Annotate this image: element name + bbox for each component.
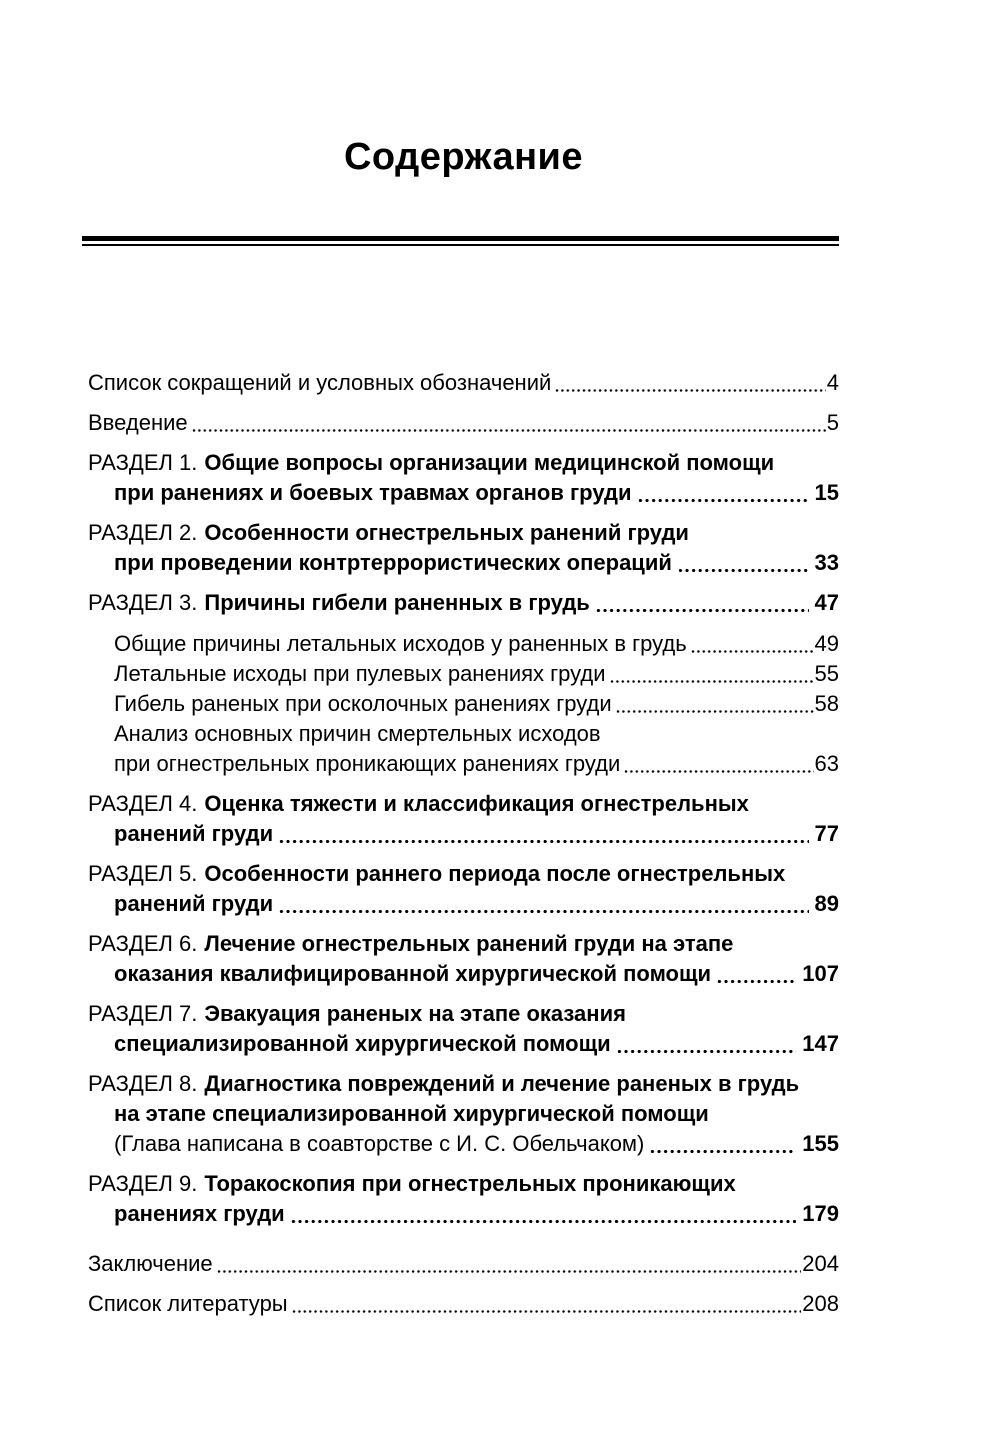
section-number: РАЗДЕЛ 6. xyxy=(88,931,198,956)
toc-entry-section-8 xyxy=(88,1069,839,1159)
toc-line xyxy=(88,1289,839,1319)
toc-entry-section-6 xyxy=(88,929,839,989)
page-number: 147 xyxy=(802,1031,839,1056)
entry-title: Летальные исходы при пулевых ранениях груди xyxy=(114,661,606,686)
section-number: РАЗДЕЛ 4. xyxy=(88,791,198,816)
dot-leader xyxy=(650,1148,796,1155)
dot-leader xyxy=(596,607,809,614)
toc-entry-section-1 xyxy=(88,448,839,508)
entry-title: Особенности раннего периода после огнестрельных xyxy=(204,861,786,886)
page-number: 4 xyxy=(826,370,839,395)
page-number: 49 xyxy=(814,631,839,656)
entry-title-continued: при проведении контртеррористических операций xyxy=(114,550,672,575)
toc-line xyxy=(88,859,839,889)
entry-title-continued: при ранениях и боевых травмах органов груди xyxy=(114,480,632,505)
toc-line xyxy=(88,959,839,989)
toc-line xyxy=(114,689,839,719)
toc-entry-section-2 xyxy=(88,518,839,578)
toc-line xyxy=(114,719,839,749)
toc-line xyxy=(88,588,839,618)
page-number: 179 xyxy=(802,1201,839,1226)
section-number: РАЗДЕЛ 1. xyxy=(88,450,198,475)
toc-line xyxy=(88,1169,839,1199)
entry-title-continued: ранениях груди xyxy=(114,1201,285,1226)
entry-title: Гибель раненых при осколочных ранениях груди xyxy=(114,691,612,716)
toc-line xyxy=(88,929,839,959)
section-number: РАЗДЕЛ 9. xyxy=(88,1171,198,1196)
toc-line xyxy=(88,1199,839,1229)
dot-leader xyxy=(617,1048,797,1055)
page-number: 204 xyxy=(802,1251,839,1276)
entry-title: Причины гибели раненных в грудь xyxy=(204,590,590,615)
toc-line xyxy=(114,749,839,779)
toc-entry-bibliography xyxy=(88,1289,839,1319)
page-number: 5 xyxy=(826,410,839,435)
entry-title: Эвакуация раненых на этапе оказания xyxy=(204,1001,626,1026)
dot-leader xyxy=(717,978,796,985)
toc-entry-abbreviations xyxy=(88,368,839,398)
entry-title: Заключение xyxy=(88,1251,213,1276)
toc-line xyxy=(88,1249,839,1279)
dot-leader xyxy=(291,1218,797,1225)
toc-line xyxy=(88,819,839,849)
dot-leader xyxy=(292,1308,802,1315)
entry-title: Торакоскопия при огнестрельных проникающих xyxy=(204,1171,736,1196)
toc-line xyxy=(88,478,839,508)
entry-title: Общие вопросы организации медицинской помощи xyxy=(204,450,775,475)
entry-title-continued: ранений груди xyxy=(114,821,274,846)
toc-line xyxy=(88,1069,839,1099)
page-number: 77 xyxy=(814,821,839,846)
toc-line xyxy=(88,1029,839,1059)
entry-title: Диагностика повреждений и лечение раненых в грудь xyxy=(204,1071,800,1096)
toc-line xyxy=(88,368,839,398)
section-number: РАЗДЕЛ 7. xyxy=(88,1001,198,1026)
section-number: РАЗДЕЛ 3. xyxy=(88,590,198,615)
dot-leader xyxy=(555,387,825,394)
dot-leader xyxy=(678,567,809,574)
toc-line xyxy=(88,889,839,919)
toc-line xyxy=(88,548,839,578)
page-content xyxy=(88,0,839,1319)
entry-title: Список сокращений и условных обозначений xyxy=(88,370,552,395)
page-number: 107 xyxy=(802,961,839,986)
toc-subentry xyxy=(88,719,839,779)
toc-entry-conclusion xyxy=(88,1249,839,1279)
entry-title-continued: оказания квалифицированной хирургической помощи xyxy=(114,961,712,986)
entry-title: Общие причины летальных исходов у раненных в грудь xyxy=(114,631,687,656)
dot-leader xyxy=(279,838,808,845)
dot-leader xyxy=(192,427,826,434)
page-number: 155 xyxy=(802,1131,839,1156)
page-number: 63 xyxy=(814,751,839,776)
toc-line xyxy=(88,1129,839,1159)
toc-subentry xyxy=(88,689,839,719)
toc-line xyxy=(88,408,839,438)
section-number: РАЗДЕЛ 8. xyxy=(88,1071,198,1096)
page-number: 15 xyxy=(814,480,839,505)
toc-subentry xyxy=(88,629,839,659)
title-divider-rule xyxy=(82,236,839,246)
toc-line xyxy=(88,448,839,478)
page-number: 47 xyxy=(814,590,839,615)
entry-title-continued: ранений груди xyxy=(114,891,274,916)
entry-title: Особенности огнестрельных ранений груди xyxy=(204,520,689,545)
dot-leader xyxy=(691,648,814,655)
toc-entry-section-7 xyxy=(88,999,839,1059)
toc-line xyxy=(88,1099,839,1129)
toc-entry-section-4 xyxy=(88,789,839,849)
toc-line xyxy=(88,999,839,1029)
toc-subentry xyxy=(88,659,839,689)
toc-line xyxy=(88,789,839,819)
dot-leader xyxy=(217,1268,802,1275)
entry-title-continued: специализированной хирургической помощи xyxy=(114,1031,611,1056)
entry-title: Введение xyxy=(88,410,188,435)
dot-leader xyxy=(610,678,814,685)
dot-leader xyxy=(638,497,809,504)
entry-title-continued: при огнестрельных проникающих ранениях груди xyxy=(114,751,621,776)
dot-leader xyxy=(616,708,814,715)
table-of-contents xyxy=(88,368,839,1319)
dot-leader xyxy=(279,908,808,915)
entry-title: Оценка тяжести и классификация огнестрельных xyxy=(204,791,749,816)
toc-line xyxy=(114,659,839,689)
toc-line xyxy=(88,518,839,548)
toc-entry-section-9 xyxy=(88,1169,839,1229)
toc-line xyxy=(114,629,839,659)
entry-title: Лечение огнестрельных ранений груди на этапе xyxy=(204,931,734,956)
page-title: Содержание xyxy=(343,136,584,178)
page-number: 89 xyxy=(814,891,839,916)
page-number: 55 xyxy=(814,661,839,686)
toc-entry-introduction xyxy=(88,408,839,438)
entry-title: Список литературы xyxy=(88,1291,288,1316)
section-number: РАЗДЕЛ 5. xyxy=(88,861,198,886)
page-number: 58 xyxy=(814,691,839,716)
dot-leader xyxy=(624,768,813,775)
toc-entry-section-3 xyxy=(88,588,839,618)
section-number: РАЗДЕЛ 2. xyxy=(88,520,198,545)
entry-title: Анализ основных причин смертельных исходов xyxy=(114,721,601,746)
page-number: 208 xyxy=(802,1291,839,1316)
toc-entry-section-5 xyxy=(88,859,839,919)
page-number: 33 xyxy=(814,550,839,575)
entry-coauthor-note: (Глава написана в соавторстве с И. С. Обельчаком) xyxy=(114,1131,645,1156)
entry-title-continued: на этапе специализированной хирургической помощи xyxy=(114,1101,709,1126)
